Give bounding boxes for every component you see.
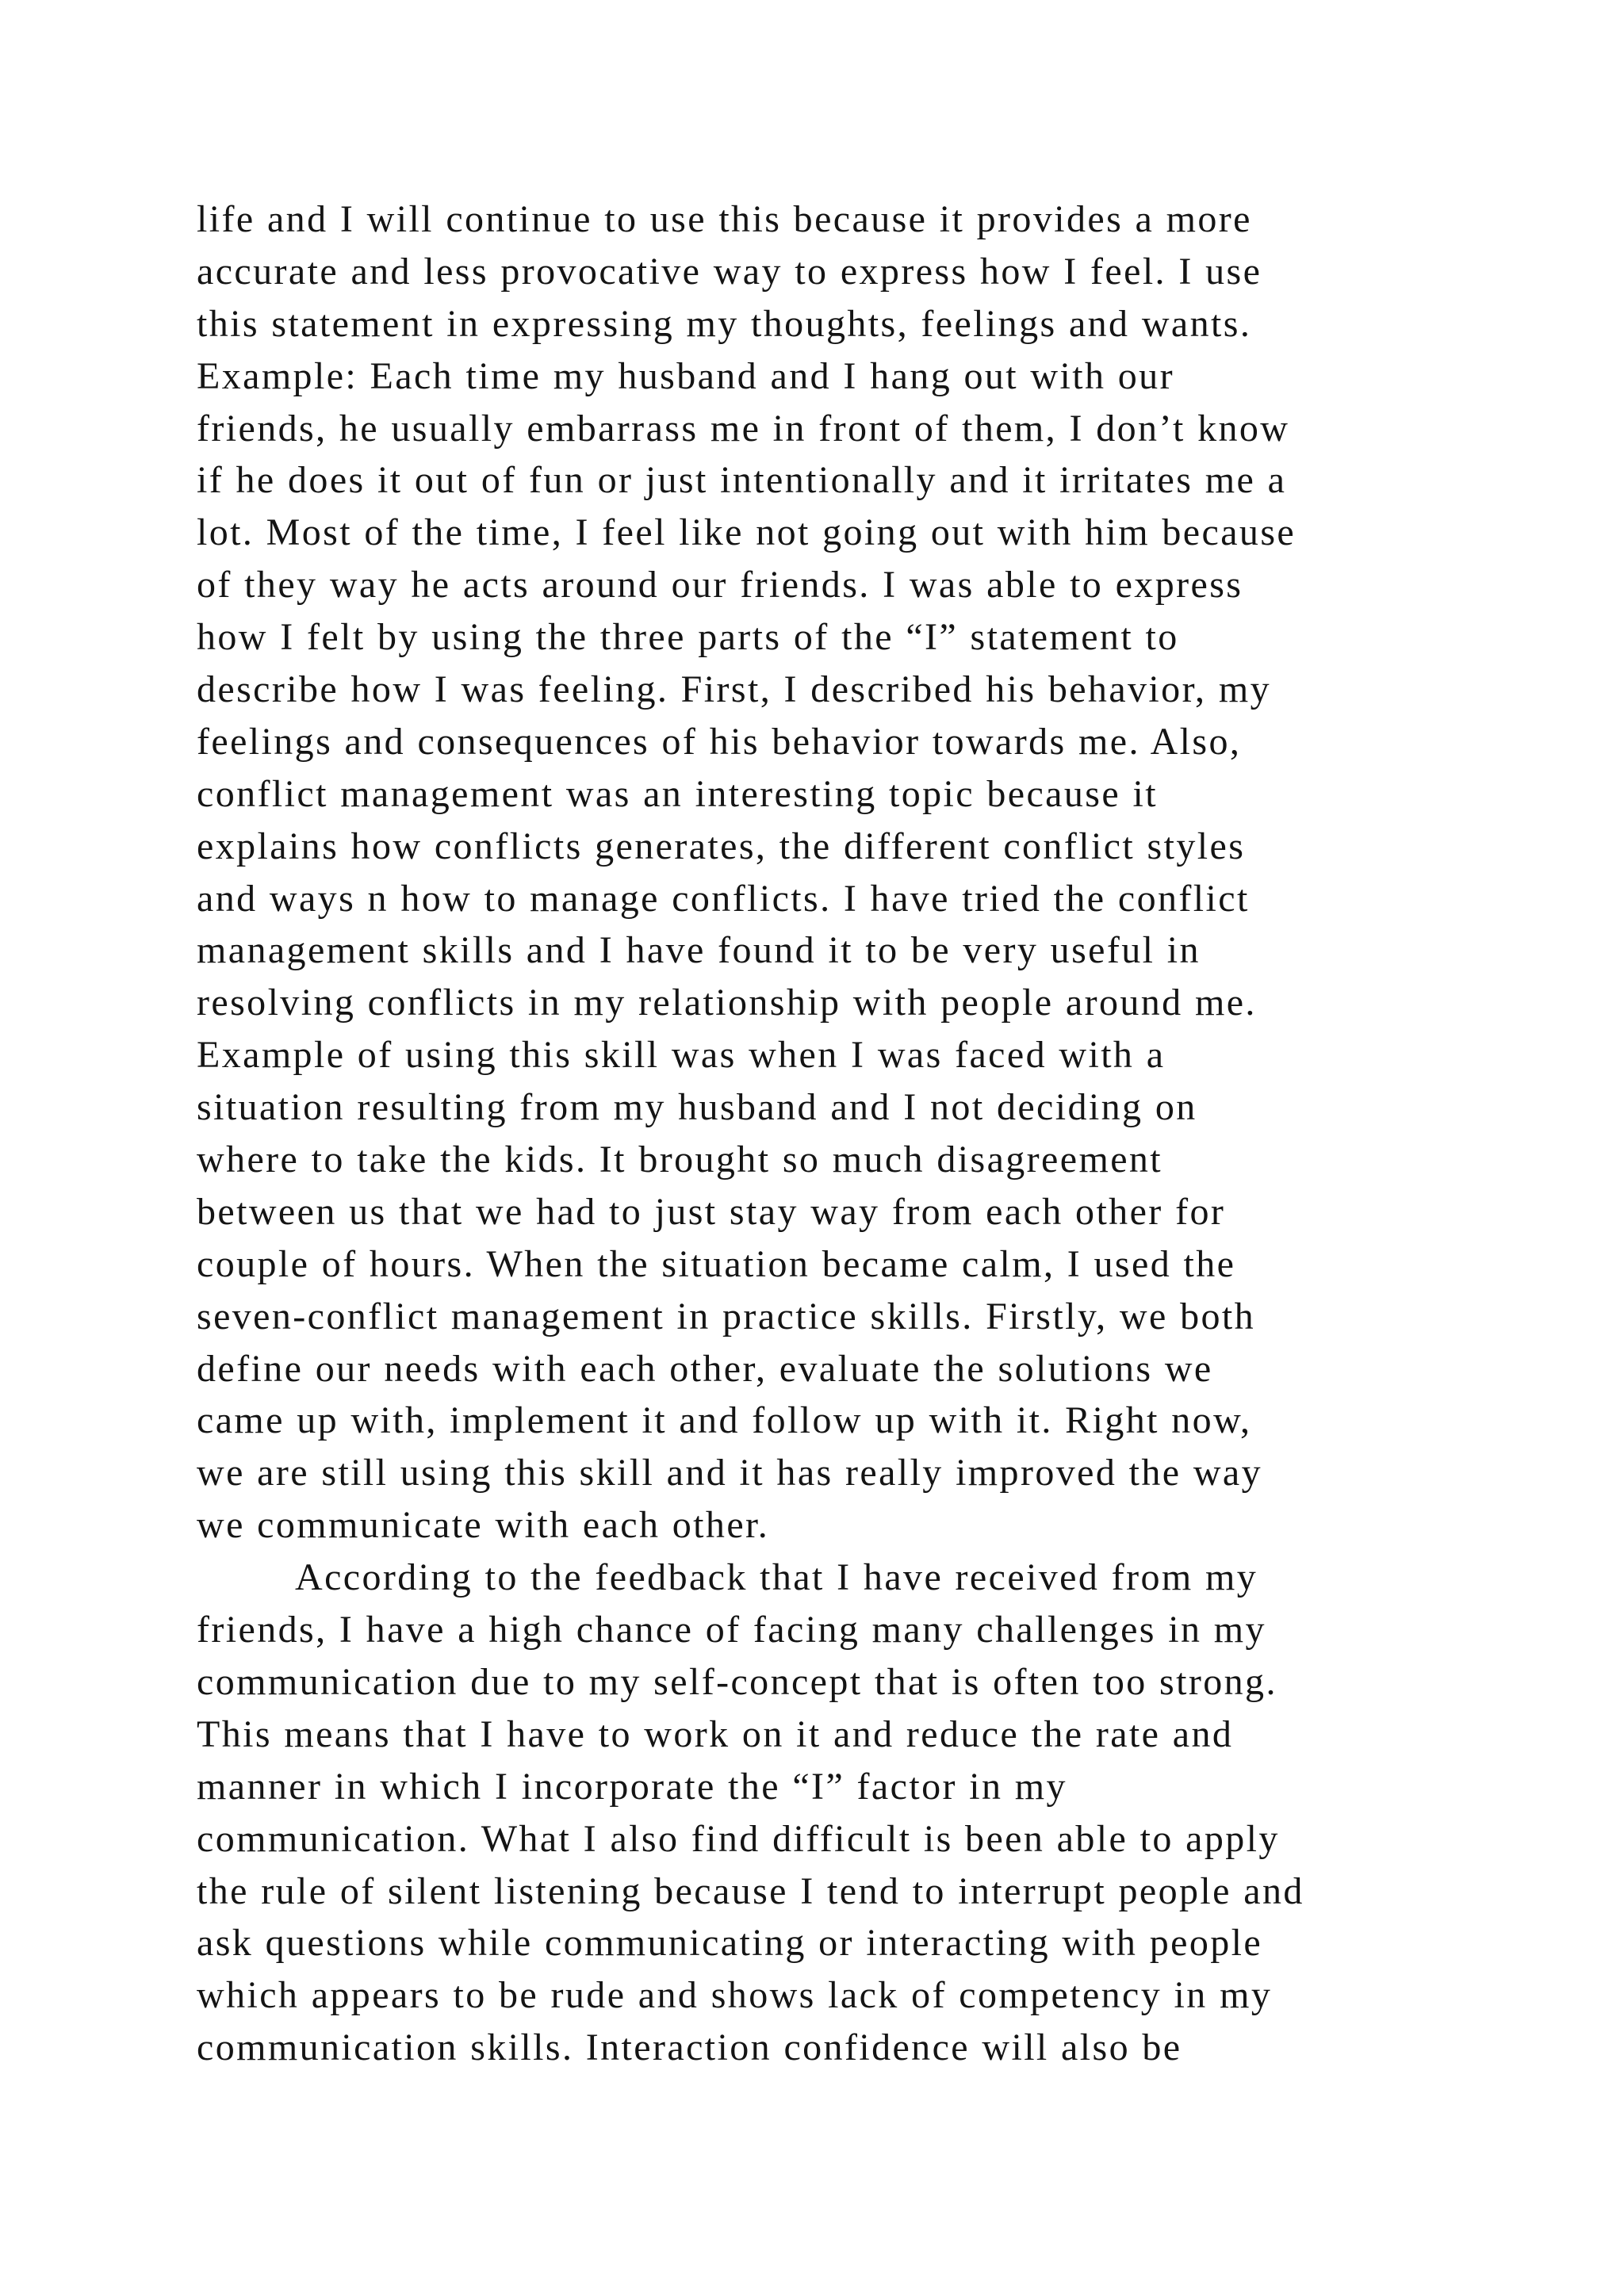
text-line: couple of hours. When the situation became calm, I used the (197, 1242, 1236, 1285)
body-text (197, 193, 1608, 2074)
text-line: if he does it out of fun or just intentionally and it irritates me a (197, 459, 1287, 502)
text-line: how I felt by using the three parts of the “I” statement to (197, 616, 1179, 659)
text-line: communication. What I also find difficult is been able to apply (197, 1817, 1280, 1860)
text-line: friends, I have a high chance of facing many challenges in my (197, 1609, 1266, 1651)
text-line: Example: Each time my husband and I hang out with our (197, 354, 1174, 397)
text-line: friends, he usually embarrass me in front of them, I don’t know (197, 407, 1290, 450)
text-line: we communicate with each other. (197, 1504, 770, 1547)
text-line: this statement in expressing my thoughts, feelings and wants. (197, 302, 1252, 345)
text-line: and ways n how to manage conflicts. I have tried the conflict (197, 877, 1250, 920)
text-line: manner in which I incorporate the “I” factor in my (197, 1765, 1067, 1808)
text-line: we are still using this skill and it has really improved the way (197, 1452, 1263, 1494)
text-line: the rule of silent listening because I tend to interrupt people and (197, 1869, 1304, 1912)
text-line: resolving conflicts in my relationship with people around me. (197, 982, 1257, 1024)
text-line: feelings and consequences of his behavior towards me. Also, (197, 720, 1242, 763)
text-line: lot. Most of the time, I feel like not going out with him because (197, 511, 1297, 554)
text-line: This means that I have to work on it and reduce the rate and (197, 1712, 1234, 1755)
paragraph-start-line: According to the feedback that I have received from my (295, 1556, 1258, 1599)
text-line: seven-conflict management in practice skills. Firstly, we both (197, 1295, 1256, 1337)
text-line: ask questions while communicating or interacting with people (197, 1922, 1263, 1965)
text-line: which appears to be rude and shows lack of competency in my (197, 1974, 1273, 2017)
text-line: management skills and I have found it to be very useful in (197, 929, 1201, 972)
text-line: of they way he acts around our friends. I was able to express (197, 564, 1243, 607)
text-line: accurate and less provocative way to express how I feel. I use (197, 250, 1262, 293)
text-line: explains how conflicts generates, the different conflict styles (197, 825, 1246, 867)
text-line: Example of using this skill was when I was faced with a (197, 1034, 1166, 1077)
text-line: conflict management was an interesting topic because it (197, 772, 1158, 815)
text-line: communication due to my self-concept that is often too strong. (197, 1660, 1277, 1703)
text-line: define our needs with each other, evaluate the solutions we (197, 1347, 1213, 1390)
text-line: describe how I was feeling. First, I described his behavior, my (197, 668, 1271, 711)
text-line: situation resulting from my husband and I not deciding on (197, 1086, 1197, 1129)
text-line: where to take the kids. It brought so much disagreement (197, 1138, 1163, 1181)
text-line: life and I will continue to use this because it provides a more (197, 198, 1252, 240)
text-line: communication skills. Interaction confidence will also be (197, 2026, 1182, 2069)
text-line: between us that we had to just stay way from each other for (197, 1190, 1226, 1233)
text-line: came up with, implement it and follow up with it. Right now, (197, 1399, 1252, 1442)
